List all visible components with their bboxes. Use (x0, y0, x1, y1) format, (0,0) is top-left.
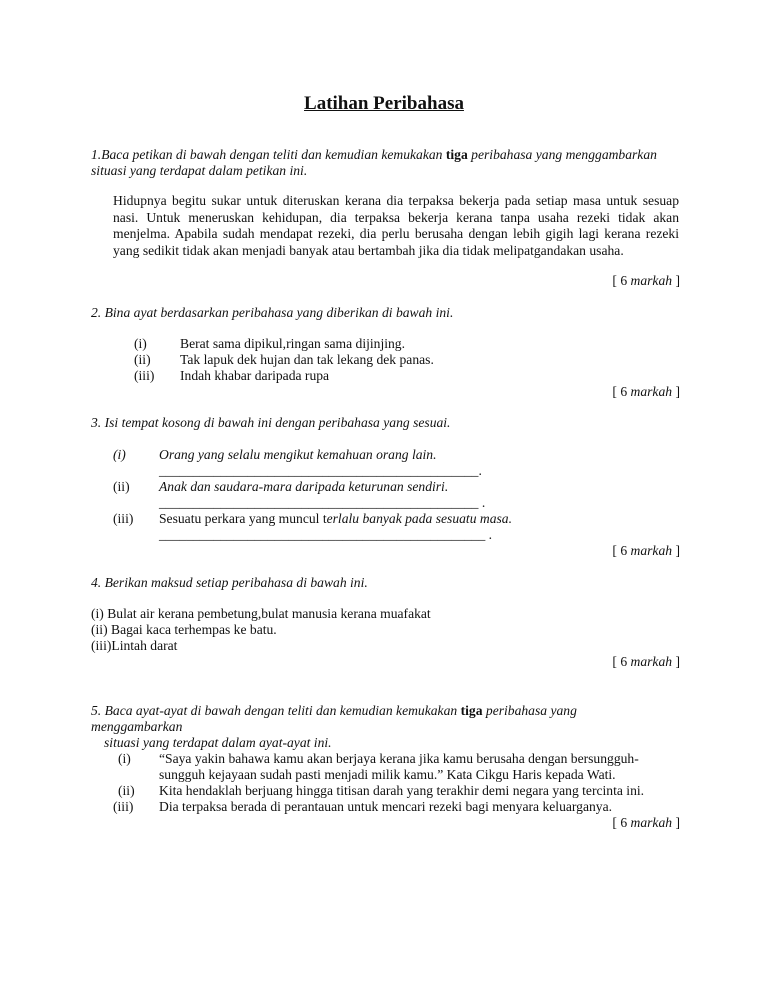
q4-marks-close: ] (672, 654, 680, 669)
q2-item-text: Berat sama dipikul,ringan sama dijinjing. (180, 336, 406, 351)
q2-instruction: 2. Bina ayat berdasarkan peribahasa yang diberikan di bawah ini. (91, 305, 454, 320)
q1-instruction-text-end: peribahasa yang menggambarkan (467, 147, 657, 162)
q3-marks (612, 543, 680, 560)
q5-instruction-bold: tiga (460, 703, 483, 718)
q5-item-num: (ii) (118, 783, 135, 798)
q1-instruction (91, 147, 657, 164)
q2-marks-close: ] (672, 384, 680, 399)
q5-instruction (91, 703, 577, 720)
q3-item-text-start: Sesuatu perkara yang muncul t (159, 511, 327, 526)
q5-item-num: (iii) (113, 799, 134, 814)
q5-item-text: “Saya yakin bahawa kamu akan berjaya kerana jika kamu berusaha dengan bersungguh- (159, 751, 639, 766)
q3-answer-blank[interactable]: _______________________________________________. (159, 463, 482, 478)
q3-instruction: 3. Isi tempat kosong di bawah ini dengan peribahasa yang sesuai. (91, 415, 451, 430)
q2-item-text: Tak lapuk dek hujan dan tak lekang dek panas. (180, 352, 434, 367)
q5-instruction-text-end: peribahasa yang (482, 703, 577, 718)
q3-item-num: (i) (113, 447, 126, 462)
q5-marks-open: [ 6 (612, 815, 631, 830)
q3-item-text: Orang yang selalu mengikut kemahuan orang lain. (159, 447, 437, 462)
q4-marks (612, 654, 680, 671)
q3-item-text-end: erlalu banyak pada sesuatu masa. (326, 511, 512, 526)
q1-marks (612, 273, 680, 290)
page-title: Latihan Peribahasa (304, 93, 464, 114)
q5-item-num: (i) (118, 751, 131, 766)
q5-marks (612, 815, 680, 832)
q1-marks-open: [ 6 (612, 273, 631, 288)
q1-instruction-text: 1.Baca petikan di bawah dengan teliti dan kemudian kemukakan (91, 147, 446, 162)
q3-item-num: (iii) (113, 511, 134, 526)
q5-instruction-line2: menggambarkan (91, 719, 183, 734)
q3-marks-word: markah (630, 543, 673, 558)
q5-item-text: Dia terpaksa berada di perantauan untuk mencari rezeki bagi menyara keluarganya. (159, 799, 613, 814)
q1-passage: Hidupnya begitu sukar untuk diteruskan kerana dia terpaksa bekerja pada setiap masa untuk sesuap nasi. Untuk meneruskan kehidupan, dia terpaksa bekerja kerana tanpa usaha rezeki tidak akan menjelma. Apabila sudah mendapat rezeki, dia perlu berusaha dengan lebih gigih lagi kerana rezeki yang sedikit tidak akan menjadi banyak atau bertambah jika dia tidak melipatgandakan usaha. (113, 193, 679, 258)
q5-instruction-text: 5. Baca ayat-ayat di bawah dengan teliti dan kemudian kemukakan (91, 703, 461, 718)
q1-instruction-bold: tiga (445, 147, 468, 162)
q5-item-text: Kita hendaklah berjuang hingga titisan darah yang terakhir demi negara yang tercinta ini. (159, 783, 645, 798)
q4-item: (ii) Bagai kaca terhempas ke batu. (91, 622, 277, 637)
q1-marks-word: markah (630, 273, 673, 288)
q4-marks-word: markah (630, 654, 673, 669)
q2-marks-word: markah (630, 384, 673, 399)
q5-item-text-line2: sungguh kejayaan sudah pasti menjadi milik kamu.” Kata Cikgu Haris kepada Wati. (159, 767, 616, 782)
q3-marks-close: ] (672, 543, 680, 558)
q2-marks (612, 384, 680, 401)
q4-instruction: 4. Berikan maksud setiap peribahasa di bawah ini. (91, 575, 368, 590)
q5-marks-close: ] (672, 815, 680, 830)
q2-item-num: (i) (134, 336, 147, 351)
q4-item: (i) Bulat air kerana pembetung,bulat manusia kerana muafakat (91, 606, 431, 621)
q3-item-num: (ii) (113, 479, 130, 494)
q5-marks-word: markah (630, 815, 673, 830)
q3-marks-open: [ 6 (612, 543, 631, 558)
q3-answer-blank[interactable]: _______________________________________________ . (159, 495, 486, 510)
q4-item: (iii)Lintah darat (91, 638, 178, 653)
q5-instruction-line3: situasi yang terdapat dalam ayat-ayat ini. (104, 735, 332, 750)
q2-marks-open: [ 6 (612, 384, 631, 399)
q1-instruction-line2: situasi yang terdapat dalam petikan ini. (91, 163, 308, 178)
q2-item-text: Indah khabar daripada rupa (180, 368, 330, 383)
q1-marks-close: ] (672, 273, 680, 288)
q3-answer-blank[interactable]: ________________________________________________ . (159, 527, 493, 542)
q2-item-num: (ii) (134, 352, 151, 367)
q3-item-text: Anak dan saudara-mara daripada keturunan sendiri. (159, 479, 449, 494)
q4-marks-open: [ 6 (612, 654, 631, 669)
q3-item-text (159, 511, 512, 528)
q2-item-num: (iii) (134, 368, 155, 383)
